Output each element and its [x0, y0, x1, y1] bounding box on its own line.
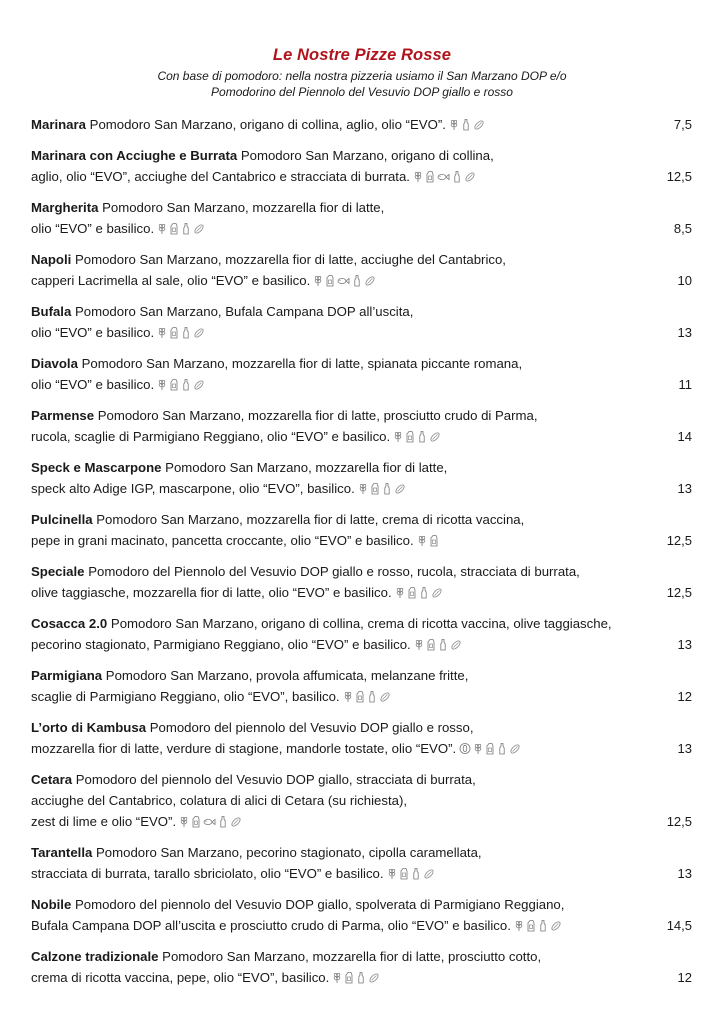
wheat-icon [417, 534, 427, 547]
menu-item-14 [31, 842, 692, 884]
item-name: Marinara [31, 117, 86, 132]
menu-item-1 [31, 145, 692, 187]
item-ingredients: Pomodoro San Marzano, mozzarella fior di latte, crema di ricotta vaccina, [92, 512, 525, 527]
item-ingredients: olio “EVO” e basilico. [31, 221, 155, 236]
menu-item-9 [31, 561, 692, 603]
item-name: Parmigiana [31, 668, 103, 683]
item-ingredients: mozzarella fior di latte, verdure di stagione, mandorle tostate, olio “EVO”. [31, 741, 457, 756]
item-ingredients: Pomodoro San Marzano, Bufala Campana DOP all’uscita, [71, 304, 414, 319]
menu-header [0, 0, 724, 100]
item-ingredients: Pomodoro San Marzano, mozzarella fior di latte, acciughe del Cantabrico, [71, 252, 506, 267]
menu-item-11 [31, 665, 692, 707]
menu-item-6 [31, 405, 692, 447]
leaf-icon [464, 170, 476, 183]
item-ingredients: olio “EVO” e basilico. [31, 325, 155, 340]
item-price: 12,5 [666, 585, 692, 600]
bottle-icon [382, 482, 392, 495]
allergen-icons [417, 534, 439, 547]
milk-icon [405, 430, 415, 443]
item-ingredients: crema di ricotta vaccina, pepe, olio “EVO”, basilico. [31, 970, 330, 985]
bottle-icon [181, 326, 191, 339]
item-price: 13 [677, 637, 692, 652]
milk-icon [407, 586, 417, 599]
item-description [31, 249, 641, 291]
wheat-icon [179, 815, 189, 828]
menu-item-8 [31, 509, 692, 551]
subtitle-line-1: Con base di pomodoro: nella nostra pizzeria usiamo il San Marzano DOP e/o [157, 69, 567, 83]
item-ingredients: Bufala Campana DOP all’uscita e prosciutto crudo di Parma, olio “EVO” e basilico. [31, 918, 511, 933]
bottle-icon [461, 118, 471, 131]
allergen-icons [343, 690, 391, 703]
item-description [31, 561, 641, 603]
bottle-icon [497, 742, 507, 755]
milk-icon [169, 222, 179, 235]
item-description [31, 145, 641, 187]
menu-item-10 [31, 613, 692, 655]
wheat-icon [473, 742, 483, 755]
item-name: Cetara [31, 772, 73, 787]
milk-icon [325, 274, 335, 287]
item-ingredients: Pomodoro San Marzano, mozzarella fior di latte, prosciutto cotto, [158, 949, 542, 964]
item-ingredients: scaglie di Parmigiano Reggiano, olio “EVO”, basilico. [31, 689, 340, 704]
menu-item-15 [31, 894, 692, 936]
item-ingredients: Pomodoro San Marzano, origano di collina, [237, 148, 494, 163]
milk-icon [370, 482, 380, 495]
wheat-icon [313, 274, 323, 287]
wheat-icon [414, 638, 424, 651]
item-ingredients: Pomodoro del piennolo del Vesuvio DOP giallo e rosso, [146, 720, 474, 735]
bottle-icon [181, 378, 191, 391]
allergen-icons [395, 586, 443, 599]
leaf-icon [193, 326, 205, 339]
item-ingredients: zest di lime e olio “EVO”. [31, 814, 177, 829]
leaf-icon [450, 638, 462, 651]
item-name: Diavola [31, 356, 78, 371]
leaf-icon [509, 742, 521, 755]
item-ingredients: acciughe del Cantabrico, colatura di alici di Cetara (su richiesta), [31, 793, 408, 808]
allergen-icons [157, 326, 205, 339]
item-ingredients: Pomodoro San Marzano, origano di collina, aglio, olio “EVO”. [85, 117, 446, 132]
item-description [31, 946, 641, 988]
wheat-icon [449, 118, 459, 131]
allergen-icons [157, 222, 205, 235]
wheat-icon [157, 378, 167, 391]
allergen-icons [413, 170, 476, 183]
bottle-icon [411, 867, 421, 880]
wheat-icon [343, 690, 353, 703]
menu-item-5 [31, 353, 692, 395]
item-ingredients: Pomodoro San Marzano, mozzarella fior di latte, [98, 200, 385, 215]
bottle-icon [352, 274, 362, 287]
bottle-icon [438, 638, 448, 651]
leaf-icon [230, 815, 242, 828]
allergen-icons [313, 274, 376, 287]
leaf-icon [473, 118, 485, 131]
item-description [31, 197, 641, 239]
item-description [31, 717, 641, 759]
leaf-icon [193, 378, 205, 391]
milk-icon [425, 170, 435, 183]
milk-icon [526, 919, 536, 932]
milk-icon [399, 867, 409, 880]
bottle-icon [367, 690, 377, 703]
item-description [31, 114, 641, 135]
item-name: Speck e Mascarpone [31, 460, 162, 475]
item-ingredients: pepe in grani macinato, pancetta croccante, olio “EVO” e basilico. [31, 533, 414, 548]
page-title: Le Nostre Pizze Rosse [272, 46, 452, 64]
milk-icon [429, 534, 439, 547]
item-price: 12,5 [666, 169, 692, 184]
leaf-icon [364, 274, 376, 287]
item-price: 12 [677, 689, 692, 704]
menu-item-12 [31, 717, 692, 759]
item-name: Nobile [31, 897, 72, 912]
menu-item-0 [31, 114, 692, 135]
item-ingredients: Pomodoro del piennolo del Vesuvio DOP giallo, spolverata di Parmigiano Reggiano, [71, 897, 565, 912]
item-price: 13 [677, 325, 692, 340]
item-name: Pulcinella [31, 512, 93, 527]
menu-item-16 [31, 946, 692, 988]
item-price: 13 [677, 866, 692, 881]
item-price: 14 [677, 429, 692, 444]
item-price: 13 [677, 741, 692, 756]
item-price: 12,5 [666, 533, 692, 548]
item-name: Parmense [31, 408, 95, 423]
item-price: 8,5 [673, 221, 692, 236]
item-description [31, 301, 641, 343]
allergen-icons [449, 118, 485, 131]
item-name: Calzone tradizionale [31, 949, 159, 964]
milk-icon [191, 815, 201, 828]
bottle-icon [181, 222, 191, 235]
leaf-icon [368, 971, 380, 984]
bottle-icon [218, 815, 228, 828]
item-name: Cosacca 2.0 [31, 616, 108, 631]
item-ingredients: capperi Lacrimella al sale, olio “EVO” e basilico. [31, 273, 311, 288]
item-price: 14,5 [666, 918, 692, 933]
fish-icon [203, 815, 216, 828]
wheat-icon [413, 170, 423, 183]
milk-icon [169, 326, 179, 339]
menu-item-13 [31, 769, 692, 832]
menu-item-3 [31, 249, 692, 291]
wheat-icon [157, 222, 167, 235]
item-description [31, 457, 641, 499]
item-price: 12,5 [666, 814, 692, 829]
item-price: 11 [678, 377, 692, 392]
fish-icon [337, 274, 350, 287]
leaf-icon [550, 919, 562, 932]
item-ingredients: olive taggiasche, mozzarella fior di latte, olio “EVO” e basilico. [31, 585, 392, 600]
wheat-icon [387, 867, 397, 880]
item-name: Speciale [31, 564, 85, 579]
item-ingredients: stracciata di burrata, tarallo sbriciolato, olio “EVO” e basilico. [31, 866, 384, 881]
item-name: Bufala [31, 304, 72, 319]
bottle-icon [356, 971, 366, 984]
item-description [31, 894, 641, 936]
item-ingredients: Pomodoro San Marzano, mozzarella fior di latte, [161, 460, 448, 475]
item-name: L’orto di Kambusa [31, 720, 147, 735]
item-ingredients: Pomodoro San Marzano, mozzarella fior di latte, spianata piccante romana, [77, 356, 523, 371]
item-name: Margherita [31, 200, 99, 215]
bottle-icon [419, 586, 429, 599]
milk-icon [485, 742, 495, 755]
item-ingredients: Pomodoro del Piennolo del Vesuvio DOP giallo e rosso, rucola, stracciata di burrata, [84, 564, 580, 579]
wheat-icon [332, 971, 342, 984]
item-description [31, 509, 641, 551]
item-price: 12 [677, 970, 692, 985]
item-price: 7,5 [673, 117, 692, 132]
leaf-icon [429, 430, 441, 443]
milk-icon [169, 378, 179, 391]
leaf-icon [379, 690, 391, 703]
allergen-icons [157, 378, 205, 391]
item-ingredients: aglio, olio “EVO”, acciughe del Cantabrico e stracciata di burrata. [31, 169, 410, 184]
allergen-icons [358, 482, 406, 495]
subtitle-line-2: Pomodorino del Piennolo del Vesuvio DOP giallo e rosso [211, 85, 513, 99]
wheat-icon [393, 430, 403, 443]
milk-icon [426, 638, 436, 651]
item-ingredients: Pomodoro San Marzano, provola affumicata, melanzane fritte, [102, 668, 469, 683]
item-ingredients: rucola, scaglie di Parmigiano Reggiano, olio “EVO” e basilico. [31, 429, 391, 444]
nut-icon [459, 742, 471, 755]
menu-item-2 [31, 197, 692, 239]
item-ingredients: Pomodoro San Marzano, origano di collina, crema di ricotta vaccina, olive taggiasche, [107, 616, 612, 631]
milk-icon [344, 971, 354, 984]
menu-item-4 [31, 301, 692, 343]
item-name: Marinara con Acciughe e Burrata [31, 148, 238, 163]
leaf-icon [423, 867, 435, 880]
item-ingredients: olio “EVO” e basilico. [31, 377, 155, 392]
item-description [31, 842, 641, 884]
wheat-icon [514, 919, 524, 932]
pizza-list [31, 114, 692, 998]
item-description [31, 665, 641, 707]
bottle-icon [417, 430, 427, 443]
wheat-icon [395, 586, 405, 599]
allergen-icons [179, 815, 242, 828]
bottle-icon [452, 170, 462, 183]
allergen-icons [459, 742, 521, 755]
milk-icon [355, 690, 365, 703]
item-name: Tarantella [31, 845, 93, 860]
leaf-icon [394, 482, 406, 495]
item-description [31, 769, 641, 832]
allergen-icons [387, 867, 435, 880]
fish-icon [437, 170, 450, 183]
item-ingredients: Pomodoro del piennolo del Vesuvio DOP giallo, stracciata di burrata, [72, 772, 476, 787]
item-ingredients: Pomodoro San Marzano, pecorino stagionato, cipolla caramellata, [92, 845, 482, 860]
allergen-icons [414, 638, 462, 651]
allergen-icons [393, 430, 441, 443]
item-ingredients: speck alto Adige IGP, mascarpone, olio “EVO”, basilico. [31, 481, 355, 496]
bottle-icon [538, 919, 548, 932]
item-description [31, 613, 641, 655]
allergen-icons [332, 971, 380, 984]
item-price: 10 [677, 273, 692, 288]
item-name: Napoli [31, 252, 72, 267]
wheat-icon [157, 326, 167, 339]
menu-item-7 [31, 457, 692, 499]
leaf-icon [193, 222, 205, 235]
item-description [31, 405, 641, 447]
item-description [31, 353, 641, 395]
item-ingredients: pecorino stagionato, Parmigiano Reggiano, olio “EVO” e basilico. [31, 637, 411, 652]
leaf-icon [431, 586, 443, 599]
wheat-icon [358, 482, 368, 495]
item-price: 13 [677, 481, 692, 496]
allergen-icons [514, 919, 562, 932]
item-ingredients: Pomodoro San Marzano, mozzarella fior di latte, prosciutto crudo di Parma, [94, 408, 538, 423]
